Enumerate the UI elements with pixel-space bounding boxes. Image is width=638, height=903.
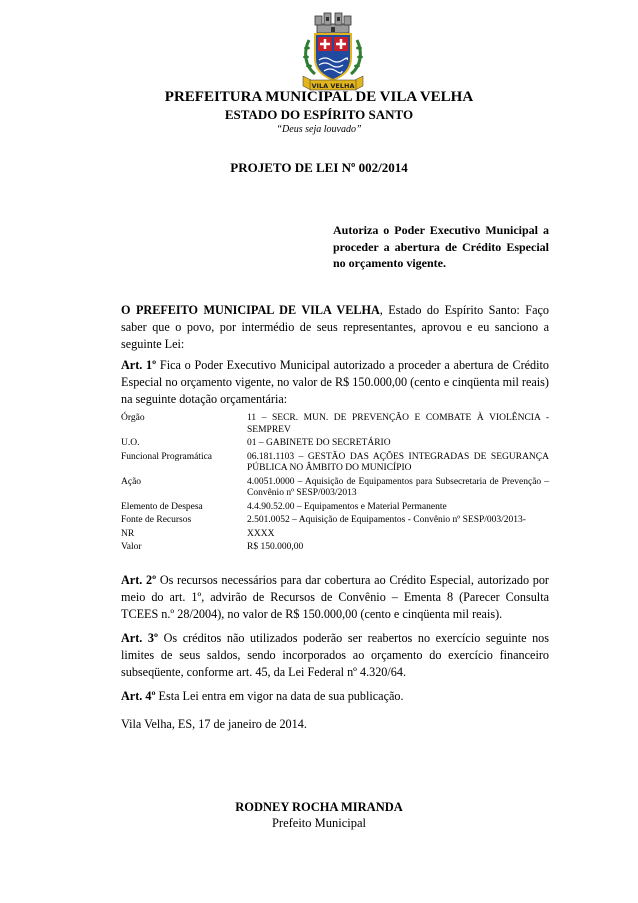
article-4-label: Art. 4º [121,689,156,703]
article-3-label: Art. 3º [121,631,159,645]
table-row [121,502,549,516]
row-label: U.O. [121,438,140,448]
motto: “Deus seja louvado” [276,124,362,135]
vila-velha-coat-of-arms [297,10,369,92]
row-label: Órgão [121,413,145,423]
table-row [121,515,549,529]
table-row [121,413,549,438]
article-1-label: Art. 1º [121,358,157,372]
article-2 [121,572,549,623]
article-1-text: Fica o Poder Executivo Municipal autorizado a proceder a abertura de Crédito Especial no orçamento vigente, no valor de R$ 150.000,00 (cento e cinqüenta mil reais) na seguinte dotação orçamentária: [121,358,550,406]
budget-allocation-table [121,413,549,556]
row-value: 11 – SECR. MUN. DE PREVENÇÃO E COMBATE À VIOLÊNCIA - SEMPREV [247,413,549,435]
table-row [121,452,549,477]
row-value: R$ 150.000,00 [247,542,304,552]
table-row [121,477,549,502]
date-line: Vila Velha, ES, 17 de janeiro de 2014. [121,717,307,731]
row-label: NR [121,528,135,539]
row-label: Funcional Programática [121,451,213,462]
article-3-text: Os créditos não utilizados poderão ser reabertos no exercício seguinte nos limites de seus saldos, sendo incorporados ao orçamento do exercício financeiro subseqüente, conforme art. 45, da Lei Federal nº 4.320/64. [121,631,549,679]
intro-text: , Estado do Espírito Santo: Faço saber que o povo, por intermédio de seus representantes, aprovou e eu sanciono a seguinte Lei: [121,303,549,351]
article-4-text: Esta Lei entra em vigor na data de sua publicação. [155,689,404,703]
article-1 [121,357,549,408]
table-row [121,529,549,543]
article-2-label: Art. 2º [121,573,157,587]
state-name: ESTADO DO ESPÍRITO SANTO [224,107,414,122]
bill-number: PROJETO DE LEI Nº 002/2014 [230,160,408,175]
crest-ribbon-text: VILA VELHA [311,82,355,90]
signatory-role: Prefeito Municipal [271,816,367,830]
row-value: 2.501.0052 – Aquisição de Equipamentos - Convênio nº SESP/003/2013- [247,515,526,525]
signatory-name: RODNEY ROCHA MIRANDA [235,800,403,814]
mural-crown-icon [315,13,351,33]
table-row [121,542,549,556]
intro-paragraph [121,302,549,353]
row-label: Fonte de Recursos [121,515,192,525]
article-4 [121,688,549,705]
shield-icon [315,34,351,80]
intro-bold: O PREFEITO MUNICIPAL DE VILA VELHA [121,303,380,317]
ementa: Autoriza o Poder Executivo Municipal a proceder a abertura de Crédito Especial no orçamento vigente. [333,223,549,270]
table-row [121,438,549,452]
row-value: 4.4.90.52.00 – Equipamentos e Material Permanente [247,501,447,512]
row-value: 4.0051.0000 – Aquisição de Equipamentos para Subsecretaria de Prevenção – Convênio nº SESP/003/2013 [247,476,549,498]
row-value: 01 – GABINETE DO SECRETÁRIO [247,438,391,448]
row-label: Ação [121,476,142,487]
institution-title: PREFEITURA MUNICIPAL DE VILA VELHA [164,89,474,105]
article-3 [121,630,549,681]
row-value: XXXX [247,528,275,539]
row-label: Elemento de Despesa [121,501,203,512]
row-value: 06.181.1103 – GESTÃO DAS AÇÕES INTEGRADAS DE SEGURANÇA PÚBLICA NO ÂMBITO DO MUNICÍPIO [247,451,549,473]
row-label: Valor [121,542,142,552]
article-2-text: Os recursos necessários para dar cobertura ao Crédito Especial, autorizado por meio do art. 1º, advirão de Recursos de Convênio – Ementa 8 (Parecer Consulta TCEES n.º 28/2004), no valor de R$ 150.000,00 (cento e cinqüenta mil reais). [121,573,549,621]
